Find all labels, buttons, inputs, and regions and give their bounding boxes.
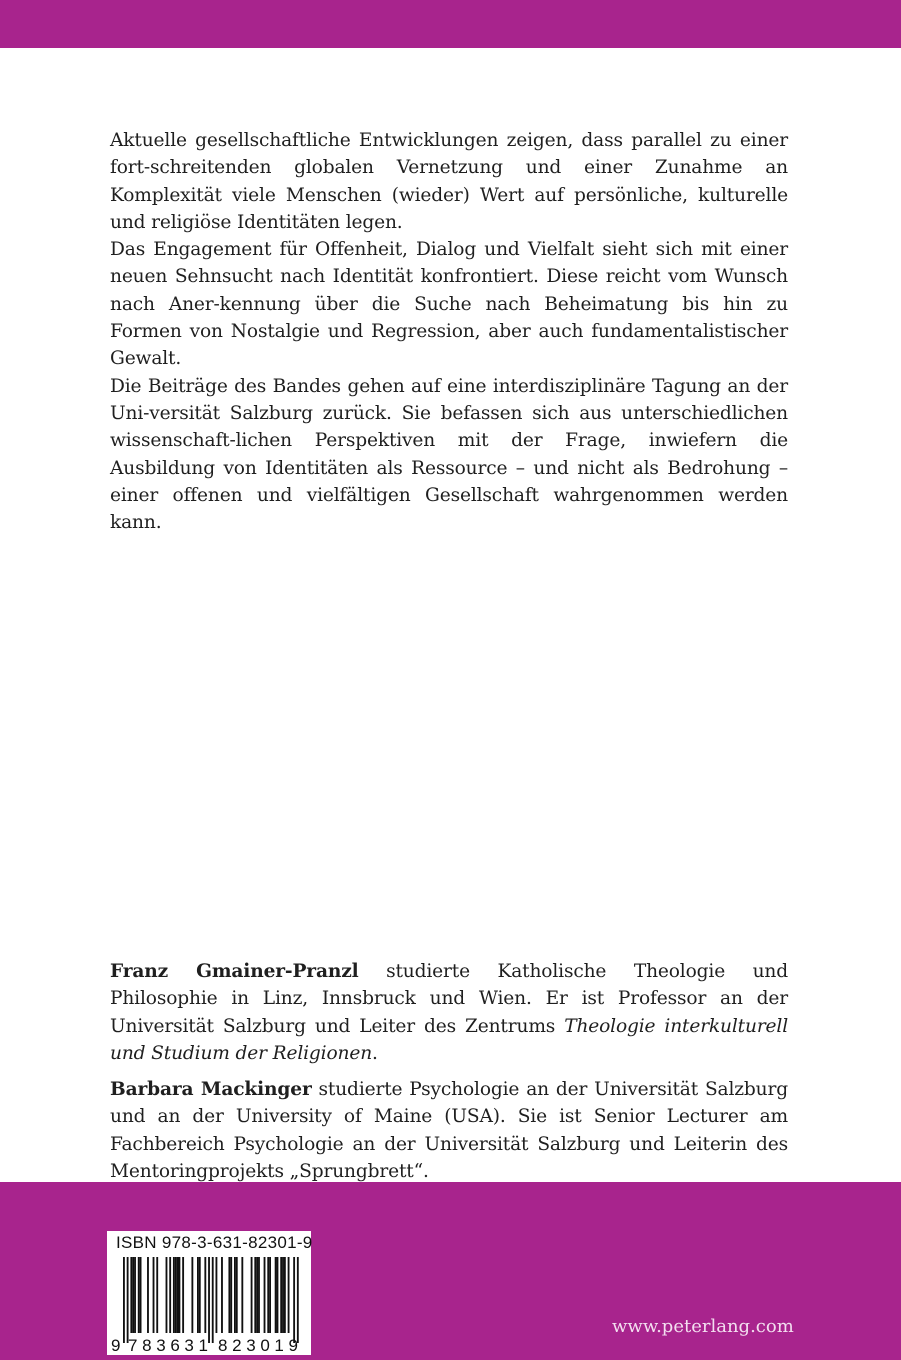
barcode-bar (230, 1257, 232, 1333)
barcode-bar (156, 1257, 158, 1333)
barcode-bar (251, 1257, 253, 1333)
barcode-bar (221, 1257, 223, 1333)
barcode-bar (288, 1257, 290, 1333)
barcode-bar (297, 1257, 299, 1343)
publisher-url[interactable]: www.peterlang.com (612, 1316, 794, 1337)
blurb-paragraph-2: Das Engagement für Offenheit, Dialog und Vielfalt sieht sich mit einer neuen Sehnsucht nach Identität konfrontiert. Diese reicht vom Wunsch nach Aner-kennung über die Suche nach Beheimatung bis hin zu Formen von Nostalgie und Regression, aber auch fundamentalistischer Gewalt. (110, 239, 788, 370)
barcode-bar (234, 1257, 236, 1333)
blurb-paragraph-1: Aktuelle gesellschaftliche Entwicklungen zeigen, dass parallel zu einer fort-schreitenden globalen Vernetzung und einer Zunahme an Komplexität viele Menschen (wieder) Wert auf persönliche, kulturelle und religiöse Identitäten legen. (110, 130, 788, 233)
barcode-bars (123, 1257, 299, 1343)
barcode-bar (258, 1257, 260, 1333)
barcode-bar (127, 1257, 129, 1343)
barcode-bar (236, 1257, 238, 1333)
barcode-bar (269, 1257, 271, 1333)
barcode-right-digits: 823019 (218, 1336, 298, 1355)
barcode-bar (282, 1257, 284, 1333)
barcode-bar (140, 1257, 142, 1333)
barcode-bar (254, 1257, 256, 1333)
isbn-barcode-box (107, 1231, 311, 1355)
barcode-bar (277, 1257, 279, 1333)
barcode-bar (123, 1257, 125, 1343)
author-bio-1 (110, 958, 788, 1067)
author-1-text: studierte Katholische Theologie und Philosophie in Linz, Innsbruck und Wien. Er ist Professor an der Universität Salzburg und Leiter des Zentrums (110, 961, 788, 1037)
author-2-text: studierte Psychologie an der Universität Salzburg und an der University of Maine (USA). Sie ist Senior Lecturer am Fachbereich Psychologie an der Universität Salzburg und Leiterin des Mentoringprojekts „Sprungbrett“. (110, 1079, 788, 1183)
barcode-bar (153, 1257, 155, 1333)
barcode-bar (256, 1257, 258, 1333)
barcode-bar (134, 1257, 136, 1333)
barcode-bar (132, 1257, 134, 1333)
barcode-bar (182, 1257, 184, 1333)
author-bio-2 (110, 1076, 788, 1185)
author-bios (110, 958, 788, 1194)
author-1-name: Franz Gmainer-Pranzl (110, 961, 359, 982)
barcode-bar (267, 1257, 269, 1333)
author-1-center-name: Theologie interkulturell und Studium der Religionen (110, 1015, 789, 1064)
barcode-bar (175, 1257, 177, 1333)
barcode-bar (197, 1257, 199, 1333)
top-color-band (0, 0, 901, 48)
blurb-paragraph-3: Die Beiträge des Bandes gehen auf eine interdisziplinäre Tagung an der Uni-versität Salzburg zurück. Sie befassen sich aus unterschiedlichen wissenschaft-lichen Perspektiven mit der Frage, inwiefern die Ausbildung von Identitäten als Ressource – und nicht als Bedrohung – einer offenen und vielfältigen Gesellschaft wahrgenommen werden kann. (110, 375, 788, 534)
author-1-end: . (372, 1042, 378, 1064)
barcode-bar (293, 1257, 295, 1343)
barcode-first-digit: 9 (111, 1336, 121, 1355)
isbn-label: ISBN 978-3-631-82301-9 (116, 1233, 313, 1252)
barcode-bar (177, 1257, 179, 1333)
barcode-bar (228, 1257, 230, 1333)
barcode-bar (138, 1257, 140, 1333)
barcode-bar (169, 1257, 171, 1333)
barcode-bar (284, 1257, 286, 1333)
author-2-name: Barbara Mackinger (110, 1079, 312, 1101)
barcode-bar (130, 1257, 132, 1333)
barcode-bar (241, 1257, 243, 1333)
barcode-left-digits: 783631 (128, 1336, 208, 1355)
barcode-bar (216, 1257, 218, 1333)
barcode-bar (264, 1257, 266, 1333)
barcode-bar (179, 1257, 181, 1333)
barcode-bar (199, 1257, 201, 1333)
barcode-bar (166, 1257, 168, 1333)
barcode-bar (147, 1257, 149, 1333)
barcode-bar (208, 1257, 210, 1343)
barcode (107, 1231, 311, 1355)
barcode-bar (191, 1257, 193, 1333)
barcode-bar (212, 1257, 214, 1343)
barcode-bar (173, 1257, 175, 1333)
barcode-bar (280, 1257, 282, 1333)
blurb-text (110, 127, 788, 536)
barcode-bar (275, 1257, 277, 1333)
barcode-bar (204, 1257, 206, 1333)
